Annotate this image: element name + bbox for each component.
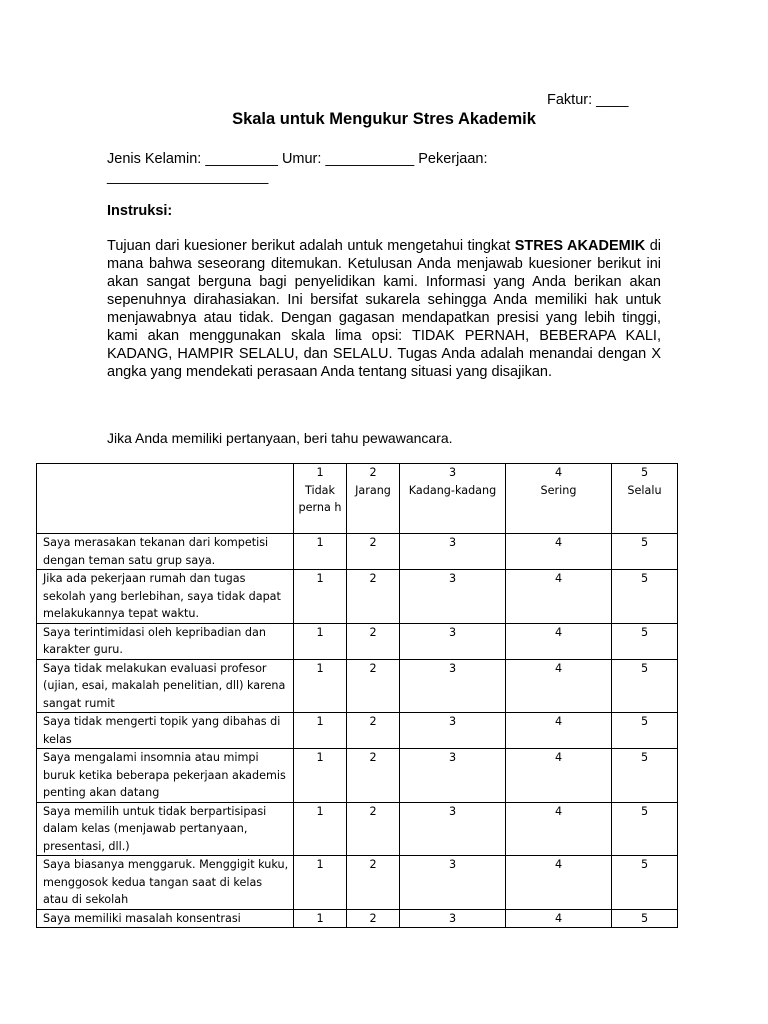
score-3-cell[interactable]: 3 — [400, 570, 506, 624]
score-2-cell[interactable]: 2 — [347, 749, 400, 803]
score-5-cell[interactable]: 5 — [612, 570, 678, 624]
header-option-4: 4 Sering — [506, 464, 612, 534]
score-2-cell[interactable]: 2 — [347, 623, 400, 659]
score-5-cell[interactable]: 5 — [612, 749, 678, 803]
score-3-cell[interactable]: 3 — [400, 623, 506, 659]
statement-cell: Saya tidak melakukan evaluasi profesor (ujian, esai, makalah penelitian, dll) karena sangat rumit — [37, 659, 294, 713]
instructions-body — [107, 237, 661, 381]
table-row — [37, 909, 678, 928]
score-1-cell[interactable]: 1 — [294, 802, 347, 856]
score-3-cell[interactable]: 3 — [400, 856, 506, 910]
instructions-text-start: Tujuan dari kuesioner berikut adalah untuk mengetahui tingkat — [107, 238, 515, 254]
score-4-cell[interactable]: 4 — [506, 749, 612, 803]
table-row — [37, 570, 678, 624]
statement-cell: Saya tidak mengerti topik yang dibahas di kelas — [37, 713, 294, 749]
table-header-row — [37, 464, 678, 534]
instructions-heading: Instruksi: — [107, 203, 173, 219]
score-2-cell[interactable]: 2 — [347, 856, 400, 910]
age-blank: ___________ — [325, 151, 415, 167]
score-4-cell[interactable]: 4 — [506, 659, 612, 713]
score-1-cell[interactable]: 1 — [294, 856, 347, 910]
statement-cell: Saya memiliki masalah konsentrasi — [37, 909, 294, 928]
gender-label: Jenis Kelamin: — [107, 151, 202, 167]
statement-cell: Saya terintimidasi oleh kepribadian dan karakter guru. — [37, 623, 294, 659]
score-4-cell[interactable]: 4 — [506, 909, 612, 928]
table-row — [37, 802, 678, 856]
job-blank: ____________________ — [107, 169, 269, 185]
score-5-cell[interactable]: 5 — [612, 623, 678, 659]
score-1-cell[interactable]: 1 — [294, 749, 347, 803]
score-5-cell[interactable]: 5 — [612, 659, 678, 713]
statement-cell: Jika ada pekerjaan rumah dan tugas sekolah yang berlebihan, saya tidak dapat melakukannya tepat waktu. — [37, 570, 294, 624]
score-3-cell[interactable]: 3 — [400, 802, 506, 856]
header-option-3: 3 Kadang-kadang — [400, 464, 506, 534]
score-2-cell[interactable]: 2 — [347, 909, 400, 928]
table-row — [37, 749, 678, 803]
score-5-cell[interactable]: 5 — [612, 534, 678, 570]
job-label: Pekerjaan: — [418, 151, 488, 167]
score-2-cell[interactable]: 2 — [347, 802, 400, 856]
score-5-cell[interactable]: 5 — [612, 802, 678, 856]
score-1-cell[interactable]: 1 — [294, 534, 347, 570]
score-4-cell[interactable]: 4 — [506, 856, 612, 910]
table-row — [37, 534, 678, 570]
header-option-5: 5 Selalu — [612, 464, 678, 534]
score-3-cell[interactable]: 3 — [400, 909, 506, 928]
score-2-cell[interactable]: 2 — [347, 534, 400, 570]
score-5-cell[interactable]: 5 — [612, 713, 678, 749]
gender-blank: _________ — [205, 151, 278, 167]
header-statement-cell — [37, 464, 294, 534]
identity-fields — [107, 150, 662, 186]
score-1-cell[interactable]: 1 — [294, 659, 347, 713]
score-2-cell[interactable]: 2 — [347, 713, 400, 749]
score-2-cell[interactable]: 2 — [347, 659, 400, 713]
score-5-cell[interactable]: 5 — [612, 909, 678, 928]
statement-cell: Saya mengalami insomnia atau mimpi buruk ketika beberapa pekerjaan akademis penting akan datang — [37, 749, 294, 803]
table-row — [37, 856, 678, 910]
header-option-2: 2 Jarang — [347, 464, 400, 534]
score-3-cell[interactable]: 3 — [400, 713, 506, 749]
score-4-cell[interactable]: 4 — [506, 713, 612, 749]
score-1-cell[interactable]: 1 — [294, 570, 347, 624]
statement-cell: Saya biasanya menggaruk. Menggigit kuku, menggosok kedua tangan saat di kelas atau di sekolah — [37, 856, 294, 910]
score-1-cell[interactable]: 1 — [294, 909, 347, 928]
score-2-cell[interactable]: 2 — [347, 570, 400, 624]
score-3-cell[interactable]: 3 — [400, 749, 506, 803]
age-label: Umur: — [281, 151, 322, 167]
score-1-cell[interactable]: 1 — [294, 623, 347, 659]
score-5-cell[interactable]: 5 — [612, 856, 678, 910]
statement-cell: Saya memilih untuk tidak berpartisipasi dalam kelas (menjawab pertanyaan, presentasi, dll.) — [37, 802, 294, 856]
score-4-cell[interactable]: 4 — [506, 534, 612, 570]
score-4-cell[interactable]: 4 — [506, 623, 612, 659]
document-title: Skala untuk Mengukur Stres Akademik — [232, 110, 536, 128]
instructions-text-end: di mana bahwa seseorang ditemukan. Ketulusan Anda menjawab kuesioner berikut ini akan sangat berguna bagi penyelidikan kami. Informasi yang Anda berikan akan sepenuhnya dirahasiakan. Ini bersifat sukarela sehingga Anda memiliki hak untuk menjawabnya atau tidak. Dengan gagasan mendapatkan presisi yang lebih tinggi, kami akan menggunakan skala lima opsi: TIDAK PERNAH, BEBERAPA KALI, KADANG, HAMPIR SELALU, dan SELALU. Tugas Anda adalah menandai dengan X angka yang mendekati perasaan Anda tentang situasi yang disajikan. — [107, 238, 661, 380]
stress-scale-table — [36, 463, 678, 928]
statement-cell: Saya merasakan tekanan dari kompetisi dengan teman satu grup saya. — [37, 534, 294, 570]
table-row — [37, 623, 678, 659]
score-4-cell[interactable]: 4 — [506, 570, 612, 624]
score-3-cell[interactable]: 3 — [400, 659, 506, 713]
score-1-cell[interactable]: 1 — [294, 713, 347, 749]
header-option-1: 1 Tidak perna h — [294, 464, 347, 534]
faktur-field: Faktur: ____ — [547, 92, 629, 108]
contact-note: Jika Anda memiliki pertanyaan, beri tahu pewawancara. — [107, 430, 453, 446]
score-4-cell[interactable]: 4 — [506, 802, 612, 856]
score-3-cell[interactable]: 3 — [400, 534, 506, 570]
table-row — [37, 713, 678, 749]
table-row — [37, 659, 678, 713]
instructions-bold-term: STRES AKADEMIK — [514, 238, 646, 254]
